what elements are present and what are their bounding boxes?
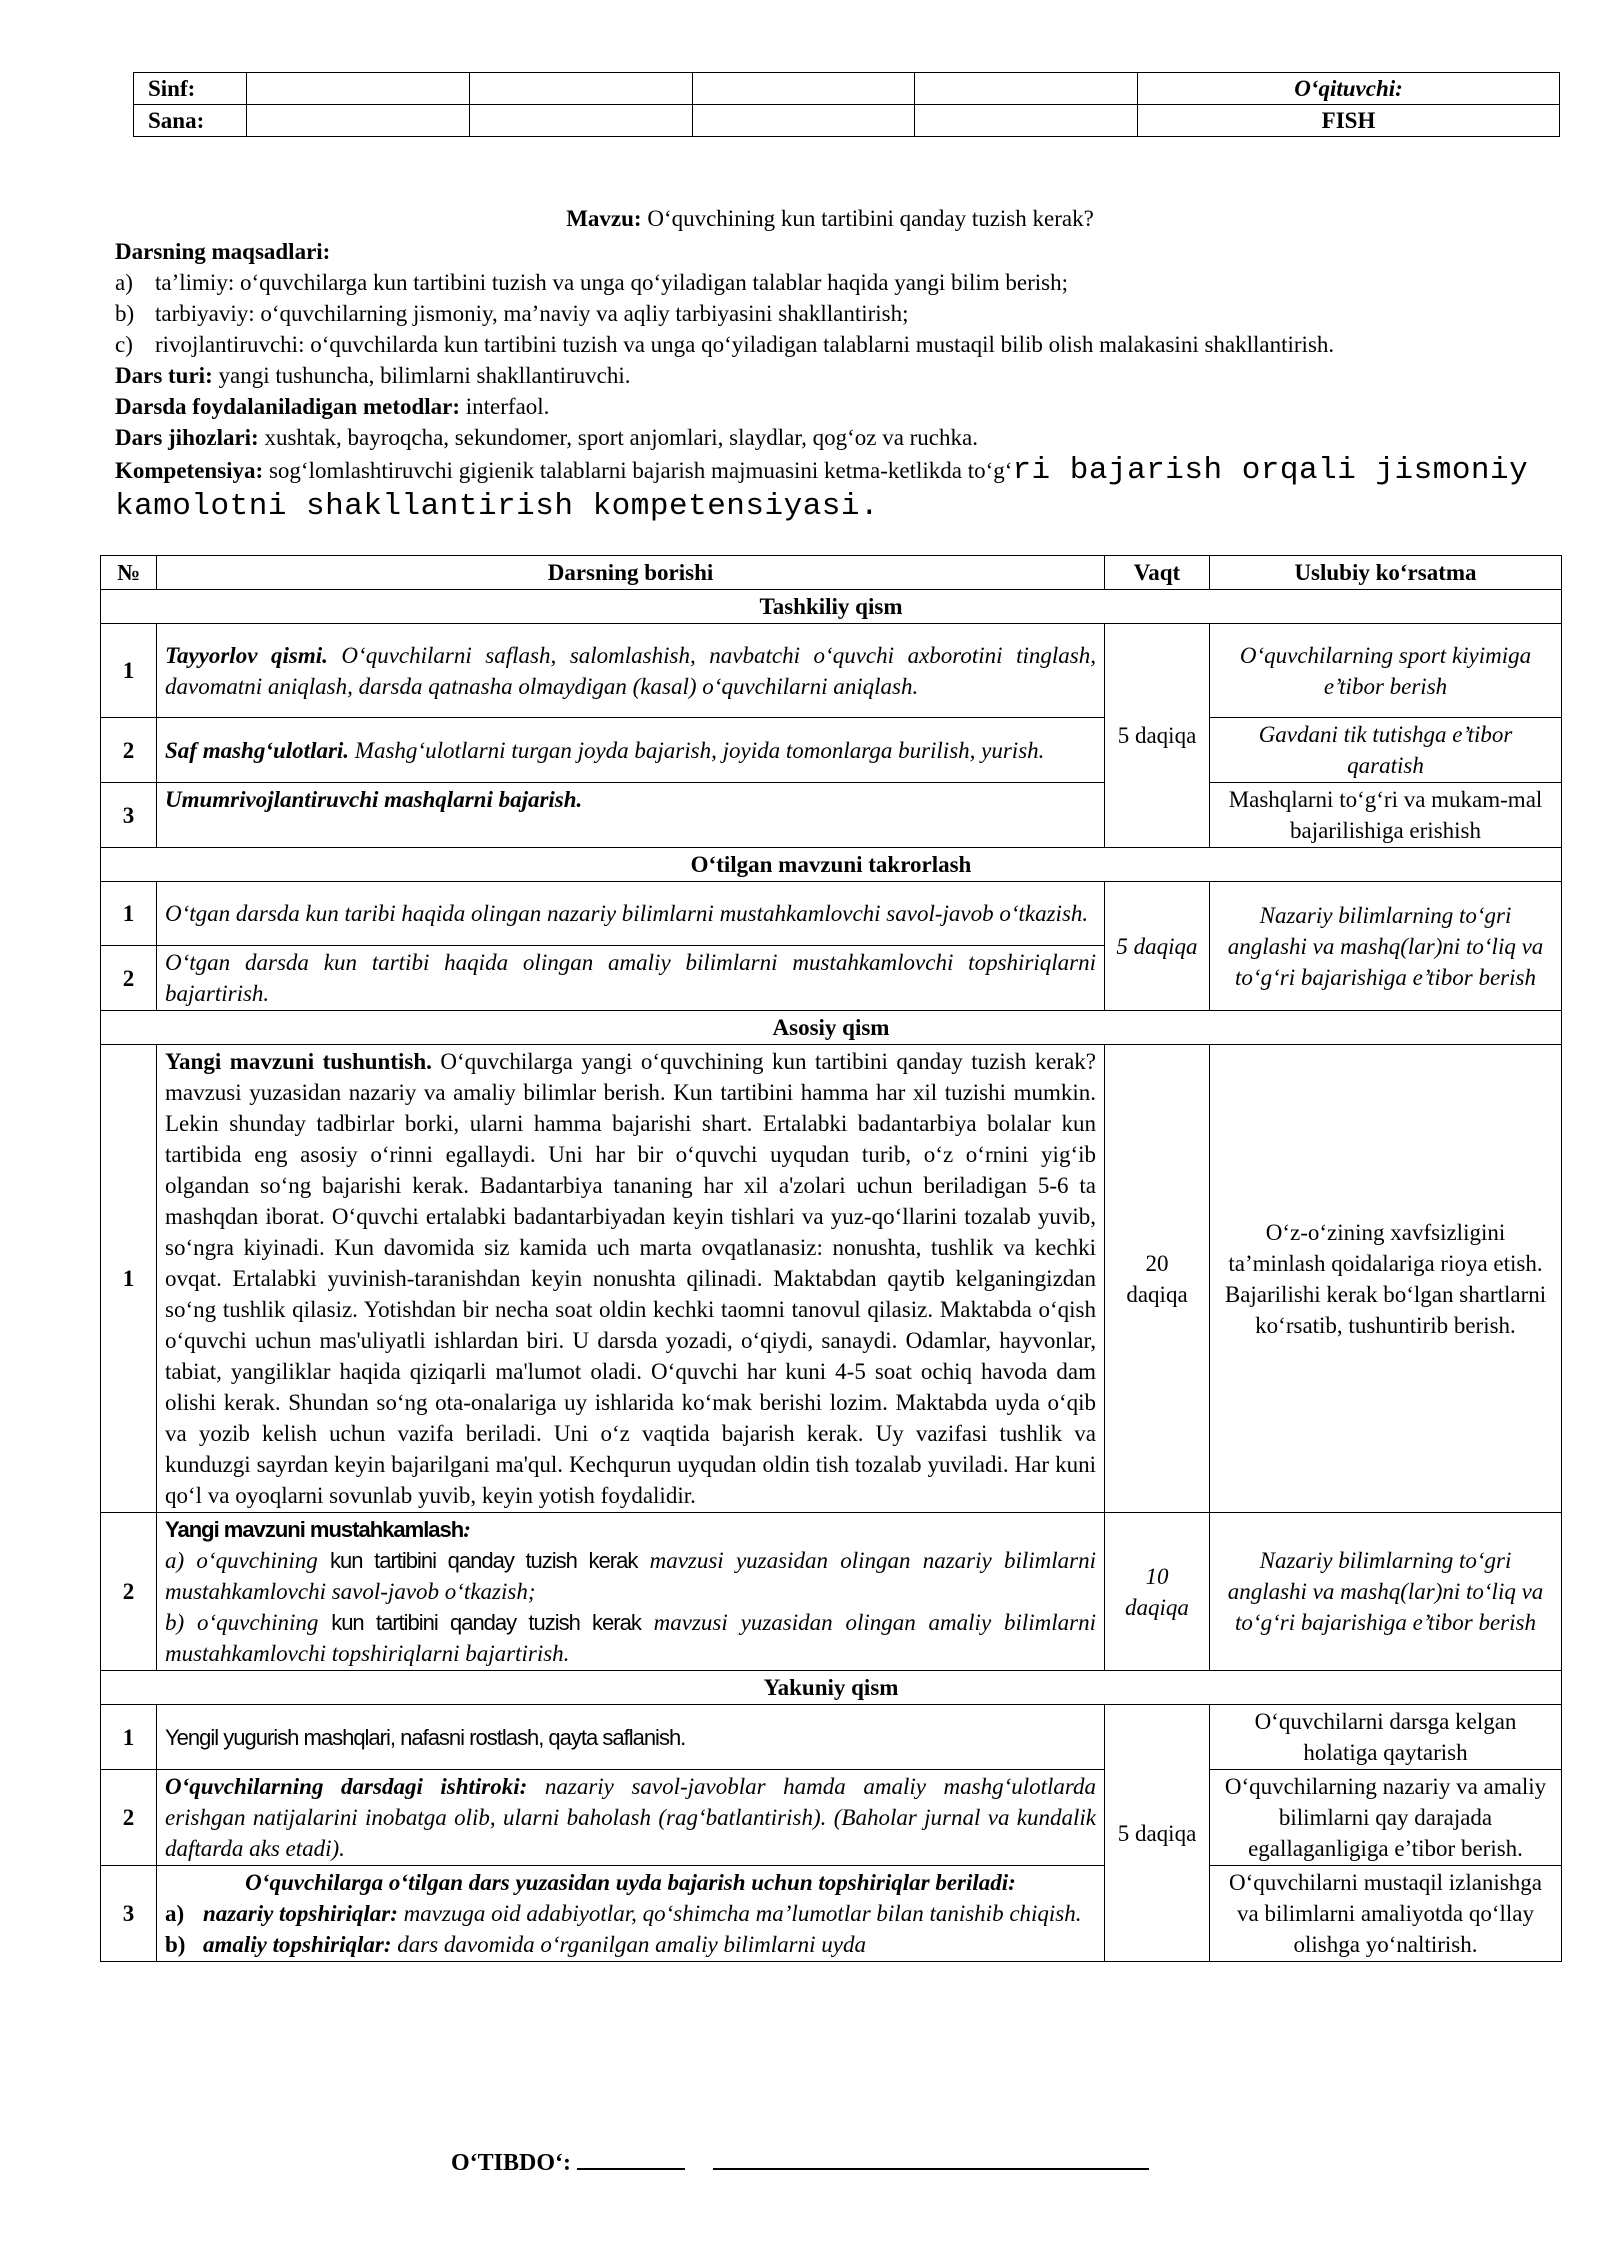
- header-table: [133, 72, 1560, 137]
- row-bold-text: nazariy topshiriqlar:: [203, 1901, 398, 1926]
- row-bold-text: Saf mashg‘ulotlari.: [165, 737, 350, 763]
- row-text: dars davomida o‘rganilgan amaliy bilimlarni uyda: [391, 1932, 866, 1957]
- table-row: [101, 1770, 1562, 1866]
- row-subtitle: [165, 1514, 1096, 1545]
- equipment-label: Dars jihozlari:: [115, 425, 259, 450]
- row-number: 2: [101, 1770, 157, 1866]
- row-guidance: Gavdani tik tutishga e’tibor qaratish: [1210, 718, 1562, 783]
- row-number: 2: [101, 1513, 157, 1671]
- row-text: Mashg‘ulotlarni turgan joyda bajarish, joyida tomonlarga burilish, yurish.: [349, 737, 1045, 763]
- table-row: [101, 1866, 1562, 1962]
- goal-marker: c): [115, 332, 133, 357]
- row-guidance: O‘quvchilarni darsga kelgan holatiga qaytarish: [1210, 1705, 1562, 1770]
- sana-cell-3: [692, 105, 915, 137]
- equipment-text: xushtak, bayroqcha, sekundomer, sport anjomlari, slaydlar, qog‘oz va ruchka.: [258, 425, 978, 450]
- table-row: [101, 882, 1562, 946]
- row-bold-text: Yangi mavzuni mustahkamlash: [165, 1517, 464, 1542]
- row-guidance: O‘quvchilarning nazariy va amaliy bilimlarni qay darajada egallaganligiga e’tibor berish.: [1210, 1770, 1562, 1866]
- competence-label: Kompetensiya:: [115, 458, 264, 483]
- row-content: [157, 783, 1105, 848]
- competence-text: sog‘lomlashtiruvchi gigienik talablarni bajarish majmuasini ketma-ketlikda to‘g‘: [263, 458, 1013, 483]
- section-title: Yakuniy qism: [101, 1671, 1562, 1705]
- row-text: nazariy savol-javoblar hamda amaliy mashg‘ulotlarda erishgan natijalarini inobatga olib, ularni baholash (rag‘batlantirish). (Baholar jurnal va kundalik daftarda aks etadi).: [165, 1774, 1096, 1861]
- row-text: kun tartibini qanday tuzish kerak: [330, 1548, 638, 1573]
- row-content: [157, 624, 1105, 718]
- row-time: 5 daqiqa: [1105, 1705, 1210, 1962]
- sana-cell-2: [469, 105, 692, 137]
- competence-text-mono: ri bajarish orqali jismoniy kamolotni shakllantirish kompetensiyasi.: [115, 453, 1529, 524]
- row-number: 1: [101, 1705, 157, 1770]
- goal-marker: a): [115, 270, 133, 295]
- row-text: O‘tgan darsda kun tartibi haqida olingan amaliy bilimlarni mustahkamlovchi topshiriqlarni bajartirish.: [157, 946, 1105, 1011]
- lesson-table: [100, 555, 1562, 1962]
- row-time: 5 daqiqa: [1105, 624, 1210, 848]
- row-sub-b: [165, 1607, 1096, 1669]
- row-bold-text: Tayyorlov qismi.: [165, 642, 328, 668]
- goal-marker: b): [115, 301, 135, 326]
- table-row: [101, 1045, 1562, 1513]
- row-sub-a: [165, 1898, 1096, 1929]
- row-guidance: Mashqlarni to‘g‘ri va mukam-mal bajarilishiga erishish: [1210, 783, 1562, 848]
- table-header-row: [101, 556, 1562, 590]
- table-row: [101, 1705, 1562, 1770]
- row-time: 10 daqiqa: [1105, 1513, 1210, 1671]
- goal-item: [115, 329, 1545, 360]
- methods-text: interfaol.: [460, 394, 550, 419]
- approval-footer: [0, 2148, 1600, 2177]
- sinf-cell-4: [915, 73, 1138, 105]
- row-number: 2: [101, 946, 157, 1011]
- row-text: Yengil yugurish mashqlari, nafasni rostlash, qayta saflanish.: [157, 1705, 1105, 1770]
- table-row: [101, 1513, 1562, 1671]
- row-number: 1: [101, 1045, 157, 1513]
- section-title: Asosiy qism: [101, 1011, 1562, 1045]
- topic-label: Mavzu:: [566, 206, 642, 231]
- sinf-cell-3: [692, 73, 915, 105]
- lesson-type-label: Dars turi:: [115, 363, 213, 388]
- row-sub-b: [165, 1929, 1096, 1960]
- goal-text: rivojlantiruvchi: o‘quvchilarda kun tartibini tuzish va unga qo‘yiladigan talablarni mustaqil bilib olish malakasini shakllantirish.: [155, 332, 1335, 357]
- sub-text: [203, 1898, 1096, 1929]
- row-bold-text: O‘quvchilarning darsdagi ishtiroki:: [165, 1774, 528, 1799]
- row-subtitle: O‘quvchilarga o‘tilgan dars yuzasidan uyda bajarish uchun topshiriqlar beriladi:: [245, 1870, 1016, 1895]
- sana-cell-1: [247, 105, 470, 137]
- col-number-header: №: [101, 556, 157, 590]
- topic-line: [115, 203, 1545, 234]
- row-content: [157, 1045, 1105, 1513]
- row-bold-text: amaliy topshiriqlar:: [203, 1932, 392, 1957]
- row-content: [157, 1866, 1105, 1962]
- row-number: 3: [101, 1866, 157, 1962]
- approval-label: O‘TIBDO‘:: [451, 2150, 571, 2176]
- col-process-header: Darsning borishi: [157, 556, 1105, 590]
- col-time-header: Vaqt: [1105, 556, 1210, 590]
- row-text: mavzusi yuzasidan olingan amaliy bilimlarni mustahkamlovchi topshiriqlarni bajartirish.: [165, 1610, 1097, 1666]
- sub-marker: b): [165, 1932, 186, 1957]
- lesson-type-line: [115, 360, 1545, 391]
- row-content: [157, 1513, 1105, 1671]
- row-text: O‘quvchilarga yangi o‘quvchining kun tartibini qanday tuzish kerak? mavzusi yuzasidan nazariy va amaliy bilimlar berish. Kun tartibini hamma har xil tuzishi mumkin. Lekin shunday tadbirlar borki, ularni hamma bajarishi shart. Ertalabki badantarbiya bolalar kun tartibida eng asosiy o‘rinni egallaydi. Uni har bir o‘quvchi uyqudan turib, o‘z o‘rnini yig‘ib olgandan so‘ng bajarishi kerak. Badantarbiya tananing har xil a'zolari uchun beriladigan 5-6 ta mashqdan iborat. O‘quvchi ertalabki badantarbiyadan keyin tishlari va yuz-qo‘llarini tozalab yuvib, so‘ngra kiyinadi. Kun davomida siz kamida uch marta ovqatlanasiz: nonushta, tushlik va kechki ovqat. Ertalabki yuvinish-taranishdan keyin nonushta qilinadi. Maktabdan qaytib kelganingizdan so‘ng tushlik qilasiz. Yotishdan bir necha soat oldin kechki taomni tanovul qilasiz. Maktabda o‘qish o‘quvchi uchun mas'uliyatli ishlardan biri. U darsda yozadi, o‘qiydi, sanaydi. Odamlar, hayvonlar, tabiat, yangiliklar haqida qiziqarli ma'lumot oladi. O‘quvchi har kuni 4-5 soat ochiq havoda dam olishi kerak. Shundan so‘ng ota-onalariga uy ishlarida ko‘mak berishi lozim. Maktabda uyda o‘qib va yozib kelish uchun vazifa beriladi. Uni o‘z vaqtida bajarish kerak. Uy vazifasi tushlik va kunduzgi sayrdan keyin bajarilgani ma'qul. Kechqurun uyqudan oldin tish tozalab yuviladi. Har kuni qo‘l va oyoqlarni sovunlab yuvib, keyin yotish foydalidir.: [165, 1049, 1097, 1508]
- sana-label: Sana:: [134, 105, 247, 137]
- row-text: a) o‘quvchining: [165, 1548, 331, 1573]
- row-text: O‘quvchilarni saflash, salomlashish, navbatchi o‘quvchi axborotini tinglash, davomatni aniqlash, darsda qatnasha olmaydigan (kasal) o‘quvchilarni aniqlash.: [165, 642, 1096, 699]
- table-row: [101, 718, 1562, 783]
- row-sub-a: [165, 1545, 1096, 1607]
- row-text: kun tartibini qanday tuzish kerak: [331, 1610, 641, 1635]
- row-text: b) o‘quvchining: [165, 1610, 332, 1635]
- sinf-cell-2: [469, 73, 692, 105]
- row-number: 3: [101, 783, 157, 848]
- row-text: O‘tgan darsda kun taribi haqida olingan nazariy bilimlarni mustahkamlovchi savol-javob o‘tkazish.: [157, 882, 1105, 946]
- sana-cell-4: [915, 105, 1138, 137]
- row-content: [157, 718, 1105, 783]
- row-guidance: O‘quvchilarning sport kiyimiga e’tibor berish: [1210, 624, 1562, 718]
- goals-heading: [115, 236, 1545, 267]
- sinf-cell-1: [247, 73, 470, 105]
- oqituvchi-label: O‘qituvchi:: [1138, 73, 1560, 105]
- sub-text: [203, 1929, 1096, 1960]
- equipment-line: [115, 422, 1545, 453]
- row-content: [157, 1770, 1105, 1866]
- topic-text: O‘quvchining kun tartibini qanday tuzish kerak?: [641, 206, 1094, 231]
- lesson-type-text: yangi tushuncha, bilimlarni shakllantiruvchi.: [212, 363, 631, 388]
- row-time: 5 daqiqa: [1105, 882, 1210, 1011]
- methods-label: Darsda foydalaniladigan metodlar:: [115, 394, 461, 419]
- fish-label: FISH: [1138, 105, 1560, 137]
- goal-item: [115, 267, 1545, 298]
- row-number: 1: [101, 624, 157, 718]
- row-number: 2: [101, 718, 157, 783]
- row-guidance: Nazariy bilimlarning to‘gri anglashi va mashq(lar)ni to‘liq va to‘g‘ri bajarishiga e’tibor berish: [1210, 882, 1562, 1011]
- goal-text: tarbiyaviy: o‘quvchilarning jismoniy, ma’naviy va aqliy tarbiyasini shakllantirish;: [155, 301, 909, 326]
- row-guidance: O‘z-o‘zining xavfsizligini ta’minlash qoidalariga rioya etish. Bajarilishi kerak bo‘lgan shartlarni ko‘rsatib, tushuntirib berish.: [1210, 1045, 1562, 1513]
- row-bold-text: Umumrivojlantiruvchi mashqlarni bajarish.: [165, 787, 583, 812]
- approval-short-line: [577, 2148, 685, 2170]
- goal-item: [115, 298, 1545, 329]
- row-guidance: Nazariy bilimlarning to‘gri anglashi va mashq(lar)ni to‘liq va to‘g‘ri bajarishiga e’tibor berish: [1210, 1513, 1562, 1671]
- sinf-label: Sinf:: [134, 73, 247, 105]
- section-title: Tashkiliy qism: [101, 590, 1562, 624]
- row-text: mavzusi yuzasidan olingan nazariy bilimlarni mustahkamlovchi savol-javob o‘tkazish;: [165, 1548, 1096, 1604]
- row-time: 20 daqiqa: [1105, 1045, 1210, 1513]
- row-text: mavzuga oid adabiyotlar, qo‘shimcha ma’lumotlar bilan tanishib chiqish.: [397, 1901, 1082, 1926]
- row-number: 1: [101, 882, 157, 946]
- sub-marker: a): [165, 1901, 185, 1926]
- table-row: [101, 624, 1562, 718]
- row-bold-text: Yangi mavzuni tushuntish.: [165, 1049, 432, 1074]
- table-row: [101, 783, 1562, 848]
- goal-text: ta’limiy: o‘quvchilarga kun tartibini tuzish va unga qo‘yiladigan talablar haqida yangi bilim berish;: [155, 270, 1068, 295]
- approval-long-line: [713, 2148, 1149, 2170]
- section-title: O‘tilgan mavzuni takrorlash: [101, 848, 1562, 882]
- goals-label: Darsning maqsadlari:: [115, 239, 331, 264]
- col-guidance-header: Uslubiy ko‘rsatma: [1210, 556, 1562, 590]
- competence-line: [115, 453, 1545, 525]
- row-colon: :: [463, 1517, 471, 1542]
- intro-section: [115, 203, 1545, 525]
- row-guidance: O‘quvchilarni mustaqil izlanishga va bilimlarni amaliyotda qo‘llay olishga yo‘naltirish.: [1210, 1866, 1562, 1962]
- methods-line: [115, 391, 1545, 422]
